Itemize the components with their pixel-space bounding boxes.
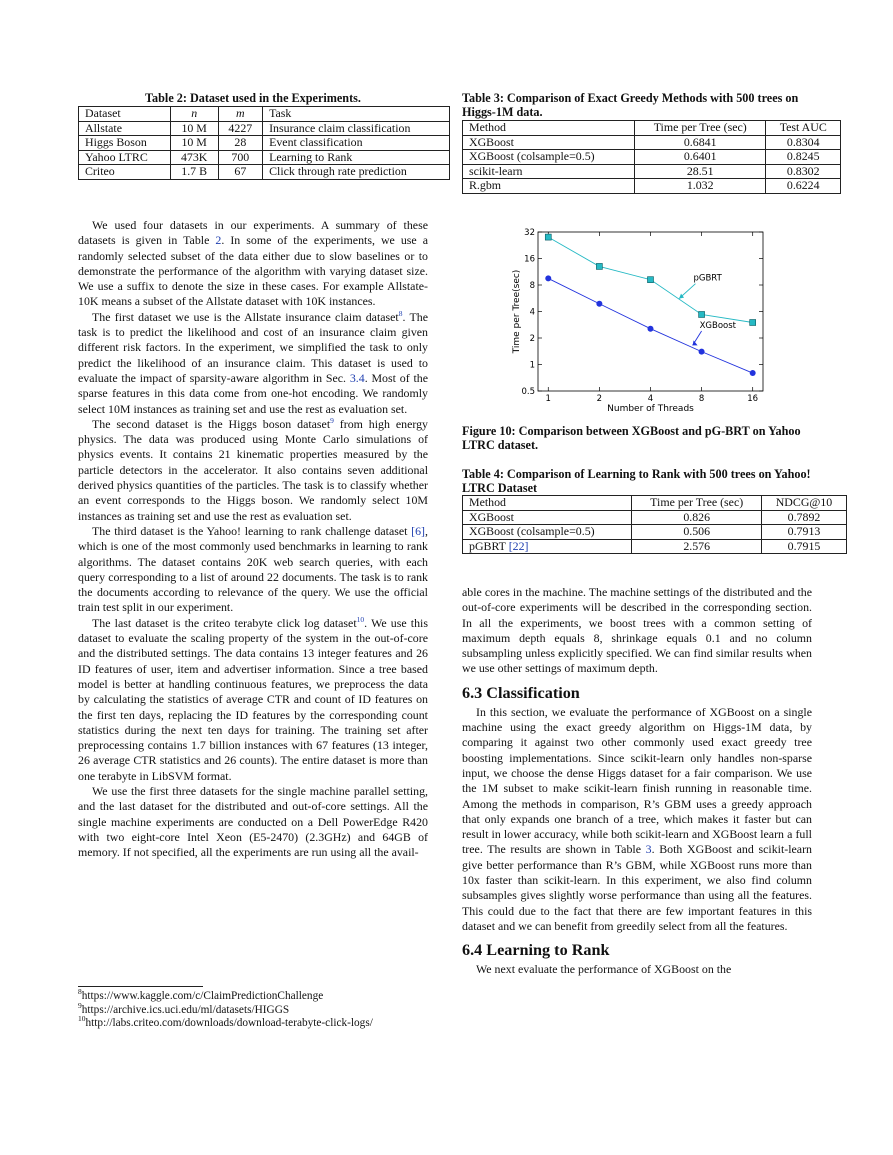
table-cell: Click through rate prediction <box>263 165 450 180</box>
table-cell: 0.506 <box>632 525 762 540</box>
table-cell: Higgs Boson <box>79 136 171 151</box>
y-tick-label: 2 <box>529 334 535 344</box>
annotation-label: pGBRT <box>693 273 722 284</box>
data-point-xgboost <box>545 275 551 281</box>
paragraph: The second dataset is the Higgs boson dataset$^9$ from high energy physics. The data was produced using Monte Carlo simulations of physics events. It contains 21 kinematic properties measured by the particle detectors in the accelerator. It also contains seven additional derived physics quantities of the particles. The task is to classify whether an event corresponds to the Higgs boson. We randomly select 10M instances as training set and use the rest as evaluation set. <box>78 415 428 523</box>
y-tick-label: 8 <box>529 281 535 291</box>
table-header-cell: Time per Tree (sec) <box>632 496 762 511</box>
footnote-mark: 10 <box>78 1014 86 1024</box>
paragraph: In this section, we evaluate the performance of XGBoost on a single machine using the exact greedy algorithm on Higgs-1M data, by comparing it against two other commonly used exact greedy tree boosting implementations. Since scikit-learn only handles non-sparse input, we choose the dense Higgs dataset for a fair comparison. We use the 1M subset to make scikit-learn finish running in reasonable time. Among the methods in comparison, R’s GBM uses a greedy approach that only expands one branch of a tree, which makes it faster but can result in lower accuracy, while both scikit-learn and XGBoost learn a full tree. The results are shown in Table 3. Both XGBoost and scikit-learn give better performance than R’s GBM, while XGBoost runs more than 10x faster than scikit-learn. In this experiment, we also find column subsamples gives slightly worse performance than using all the features. This could due to the fact that there are few important features in this dataset and we can benefit from greedily select from all the features. <box>462 704 812 933</box>
data-point-xgboost <box>647 326 653 332</box>
section-heading-6-3: 6.3 Classification <box>462 683 580 702</box>
citation-link[interactable]: [22] <box>508 538 529 553</box>
table-cell: 0.8304 <box>766 135 841 150</box>
table-cell: XGBoost (colsample=0.5) <box>463 525 632 540</box>
table-header-cell: Method <box>463 496 632 511</box>
y-tick-label: 1 <box>529 360 535 371</box>
table2-caption: Table 2: Dataset used in the Experiments. <box>145 91 361 105</box>
table-header-row <box>463 121 841 136</box>
annotation-label: XGBoost <box>699 320 736 331</box>
x-tick-label: 2 <box>596 394 603 404</box>
table-cell: XGBoost (colsample=0.5) <box>463 150 635 165</box>
table-cell: scikit-learn <box>463 164 635 179</box>
paragraph: We use the first three datasets for the single machine parallel setting, and the last dataset for the distributed and out-of-core settings. All the single machine experiments are conducted on a Dell PowerEdge R420 with two eight-core Intel Xeon (E5-2470) (2.3GHz) and 64GB of memory. If not specified, all the experiments are run using all the avail- <box>78 783 428 860</box>
table-row <box>79 150 450 165</box>
footnote-mark: 8 <box>78 987 82 997</box>
y-tick-label: 16 <box>524 254 535 265</box>
x-tick-label: 4 <box>647 394 654 404</box>
footnote-mark: 9 <box>78 1000 82 1010</box>
paragraph: The first dataset we use is the Allstate insurance claim dataset$^8$. The task is to predict the likelihood and cost of an insurance claim given different risk factors. In the experiment, we simplified the task to only predict the likelihood of an insurance claim. This dataset is used to evaluate the impact of sparsity-aware algorithm in Sec. 3.4. Most of the sparse features in this data come from one-hot encoding. We randomly select 10M instances as training set and use the rest as evaluation set. <box>78 308 428 416</box>
left-body-text <box>78 218 428 860</box>
table-cell: pGBRT [22] <box>463 539 632 554</box>
footnote-10 <box>78 1014 428 1031</box>
table-cell: Criteo <box>79 165 171 180</box>
table-header-cell: NDCG@10 <box>761 496 846 511</box>
data-point-pgbrt <box>647 277 653 283</box>
right-body-text <box>462 585 812 978</box>
table-row <box>79 121 450 136</box>
x-tick-label: 1 <box>545 394 551 404</box>
table-header-row <box>79 107 450 122</box>
y-tick-label: 32 <box>524 228 535 238</box>
table-cell: Allstate <box>79 121 171 136</box>
table-header-cell: Method <box>463 121 635 136</box>
table-header-cell: m <box>218 107 263 122</box>
table-cell: 700 <box>218 150 263 165</box>
para-text: We used four datasets in our experiments. A summary of these datasets is given in Table 2. In some of the experiments, we use a randomly selected subset of the data either due to slow baselines or to demonstrate the performance of the algorithm with varying dataset size. We use a suffix to denote the size in these cases. For example Allstate-10K means a subset of the Allstate dataset with 10K instances. <box>78 218 428 309</box>
data-point-xgboost <box>596 301 602 307</box>
footnote-9 <box>78 1000 428 1018</box>
x-tick-label: 8 <box>698 394 705 404</box>
table-cell: 0.7913 <box>761 525 846 540</box>
table-cell: 1.7 B <box>170 165 218 180</box>
table-cell: XGBoost <box>463 135 635 150</box>
footnote-text: https://archive.ics.uci.edu/ml/datasets/HIGGS <box>81 1003 290 1016</box>
table-row <box>463 164 841 179</box>
table-cell: Event classification <box>263 136 450 151</box>
y-axis-label: Time per Tree(sec) <box>512 269 522 354</box>
data-point-pgbrt <box>750 319 756 325</box>
table-cell: 10 M <box>170 136 218 151</box>
table2 <box>78 106 450 180</box>
paragraph: The third dataset is the Yahoo! learning to rank challenge dataset [6], which is one of the most commonly used benchmarks in learning to rank algorithms. The dataset contains 20K web search queries, with each query corresponding to a list of around 22 documents. The task is to rank the documents according to relevance of the query. We use the official train test split in our experiment. <box>78 523 428 615</box>
table-cell: XGBoost <box>463 510 632 525</box>
table-cell: R.gbm <box>463 179 635 194</box>
table-cell: Learning to Rank <box>263 150 450 165</box>
table-row <box>79 165 450 180</box>
table-row <box>463 510 847 525</box>
table4 <box>462 495 847 554</box>
table-cell: Insurance claim classification <box>263 121 450 136</box>
table-cell: 1.032 <box>634 179 766 194</box>
figure10-caption: Figure 10: Comparison between XGBoost and pG-BRT on Yahoo LTRC dataset. <box>462 424 801 452</box>
data-point-pgbrt <box>596 263 602 269</box>
x-tick-label: 16 <box>747 394 759 404</box>
table-row <box>463 525 847 540</box>
table4-caption: Table 4: Comparison of Learning to Rank with 500 trees on Yahoo! LTRC Dataset <box>462 467 811 495</box>
table-cell: 0.6401 <box>634 150 766 165</box>
paragraph <box>78 218 428 310</box>
table-header-cell: Task <box>263 107 450 122</box>
paragraph: The last dataset is the criteo terabyte click log dataset$^{10}$. We use this dataset to evaluate the scaling property of the system in the out-of-core and the distributed settings. The data contains 13 integer features and 26 ID features of user, item and advertiser information. Since a tree based model is better at handling continuous features, we preprocess the data by calculating the statistics of average CTR and count of ID features on the first ten days, replacing the ID features by the corresponding count statistics during the next ten days for training. The training set after preprocessing contains 1.7 billion instances with 67 features (13 integer, 26 average CTR statistics and 26 counts). The entire dataset is more than one terabyte in LibSVM format. <box>78 614 428 783</box>
table-cell: 0.8302 <box>766 164 841 179</box>
table-cell: 4227 <box>218 121 263 136</box>
table-cell: 0.6841 <box>634 135 766 150</box>
table3-caption: Table 3: Comparison of Exact Greedy Methods with 500 trees on Higgs-1M data. <box>462 91 799 119</box>
table3 <box>462 120 841 194</box>
table-row <box>463 150 841 165</box>
footnote-8 <box>78 987 428 1004</box>
table-cell: 0.7892 <box>761 510 846 525</box>
table-row <box>463 135 841 150</box>
table-header-cell: Test AUC <box>766 121 841 136</box>
table-cell: 0.6224 <box>766 179 841 194</box>
table-row <box>463 539 847 554</box>
table-cell: Yahoo LTRC <box>79 150 171 165</box>
table-row <box>463 179 841 194</box>
data-point-pgbrt <box>699 311 705 317</box>
paragraph: able cores in the machine. The machine settings of the distributed and the out-of-core experiments will be described in the corresponding section. In all the experiments, we boost trees with a common setting of maximum depth equals 8, shrinkage equals 0.1 and no column subsampling unless explicitly specified. We can find similar results when we use other settings of maximum depth. <box>462 585 812 676</box>
footnote-text: http://labs.criteo.com/downloads/download-terabyte-click-logs/ <box>85 1017 373 1030</box>
table-header-cell: Dataset <box>79 107 171 122</box>
footnotes <box>78 987 428 1031</box>
table-cell: 0.7915 <box>761 539 846 554</box>
paragraph: We next evaluate the performance of XGBoost on the <box>476 962 732 977</box>
y-tick-label: 0.5 <box>521 387 535 397</box>
table-row <box>79 136 450 151</box>
table-cell: 67 <box>218 165 263 180</box>
table-header-cell: Time per Tree (sec) <box>634 121 766 136</box>
table-cell: 28.51 <box>634 164 766 179</box>
footnote-text: https://www.kaggle.com/c/ClaimPredictionChallenge <box>81 990 324 1002</box>
table-cell: 10 M <box>170 121 218 136</box>
table-header-cell: n <box>170 107 218 122</box>
y-tick-label: 4 <box>529 307 535 318</box>
table-cell: 473K <box>170 150 218 165</box>
figure10-chart <box>510 222 810 418</box>
x-axis-label: Number of Threads <box>607 404 694 414</box>
table-header-row <box>463 496 847 511</box>
table-cell: 0.826 <box>632 510 762 525</box>
table-cell: 0.8245 <box>766 150 841 165</box>
section-heading-6-4: 6.4 Learning to Rank <box>462 941 610 960</box>
table-cell: 28 <box>218 136 263 151</box>
data-point-xgboost <box>699 349 705 355</box>
data-point-xgboost <box>750 370 756 376</box>
data-point-pgbrt <box>545 234 551 240</box>
plot-frame <box>538 232 763 391</box>
table-cell: 2.576 <box>632 539 762 554</box>
footnote-rule <box>78 986 203 987</box>
